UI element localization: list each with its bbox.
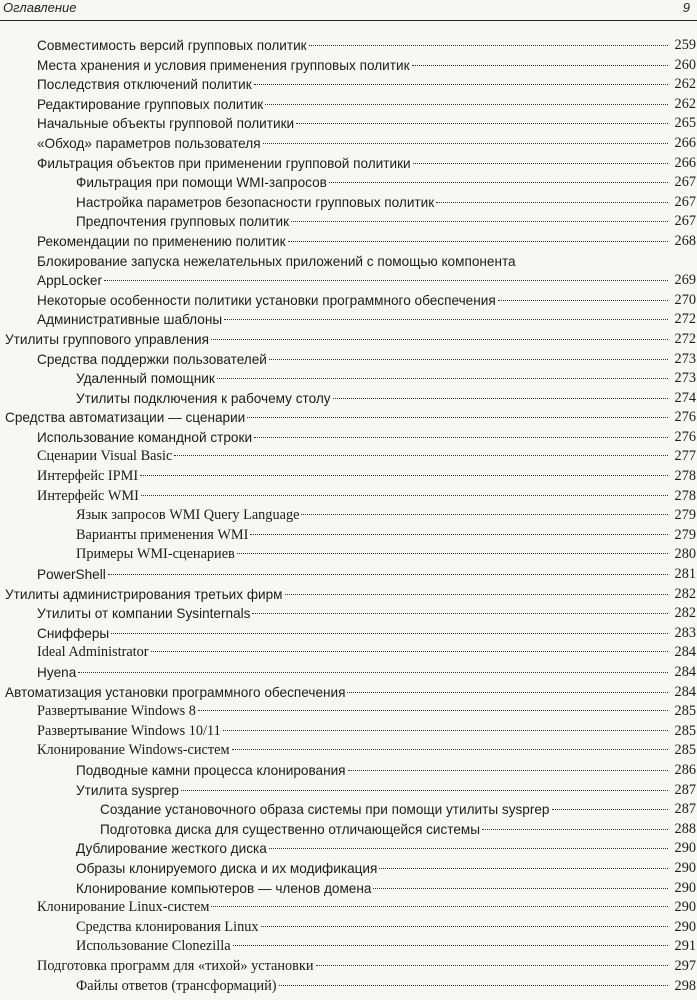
toc-entry-title: Создание установочного образа системы при помощи утилиты sysprep	[100, 802, 550, 818]
toc-entry	[0, 487, 697, 507]
toc-entry-title: Интерфейс WMI	[37, 487, 139, 504]
toc-entry-page: 267	[674, 193, 696, 210]
toc-entry-page: 290	[674, 879, 696, 896]
dot-leader	[233, 945, 668, 946]
toc-entry-page: 290	[674, 899, 696, 916]
toc-entry-page: 284	[674, 683, 696, 700]
toc-entry-title: Дублирование жесткого диска	[76, 841, 267, 857]
dot-leader	[373, 888, 668, 889]
toc-entry	[0, 271, 697, 291]
page-header	[0, 0, 697, 21]
toc-entry-title: «Обход» параметров пользователя	[37, 135, 261, 151]
toc-entry-title: Редактирование групповых политик	[37, 96, 264, 112]
dot-leader	[252, 613, 668, 614]
dot-leader	[288, 241, 668, 242]
toc-entry	[0, 193, 697, 213]
dot-leader	[329, 182, 668, 183]
toc-entry-page: 269	[674, 272, 696, 289]
toc-entry-title: Автоматизация установки программного обеспечения	[5, 684, 346, 700]
toc-entry-page: 286	[674, 761, 696, 778]
toc-entry	[0, 643, 697, 663]
toc-entry-title: Примеры WMI-сценариев	[76, 546, 235, 563]
dot-leader	[301, 514, 668, 515]
toc-entry-page: 285	[674, 722, 696, 739]
toc-entry	[0, 918, 697, 938]
toc-entry-title: Варианты применения WMI	[76, 526, 249, 543]
toc-entry-page: 287	[674, 801, 696, 818]
dot-leader	[247, 417, 668, 418]
toc-entry-title: Клонирование компьютеров — членов домена	[76, 880, 372, 896]
toc-entry	[0, 604, 697, 624]
toc-entry-page: 272	[674, 330, 696, 347]
toc-entry	[0, 173, 697, 193]
dot-leader	[348, 770, 668, 771]
toc-entry-page: 273	[674, 350, 696, 367]
toc-entry-page: 290	[674, 918, 696, 935]
toc-entry	[0, 310, 697, 330]
toc-entry-page: 278	[674, 468, 696, 485]
dot-leader	[279, 985, 668, 986]
toc-entry-title: Утилиты подключения к рабочему столу	[76, 390, 331, 406]
toc-entry-page: 259	[674, 37, 696, 53]
toc-entry-page: 285	[674, 742, 696, 759]
toc-entry	[0, 447, 697, 467]
dot-leader	[436, 202, 668, 203]
toc-entry	[0, 369, 697, 389]
toc-entry	[0, 389, 697, 409]
dot-leader	[412, 65, 668, 66]
toc-entry-page: 272	[674, 311, 696, 328]
toc-entry-title: Ideal Administrator	[37, 644, 149, 661]
toc-entry-title: Начальные объекты групповой политики	[37, 116, 295, 132]
toc-entry	[0, 624, 697, 644]
toc-entry-title: Блокирование запуска нежелательных приложений с помощью компонента	[37, 253, 516, 269]
toc-entry	[0, 330, 697, 350]
toc-entry-page: 285	[674, 703, 696, 720]
toc-entry-title: Утилиты группового управления	[5, 331, 209, 347]
toc-entry	[0, 859, 697, 879]
toc-entry-page: 266	[674, 154, 696, 171]
toc-entry-page: 265	[674, 115, 696, 132]
toc-entry-page: 282	[674, 585, 696, 602]
dot-leader	[498, 300, 668, 301]
toc-entry-title: AppLocker	[37, 273, 102, 289]
toc-entry	[0, 252, 697, 272]
dot-leader	[111, 633, 668, 634]
toc-entry	[0, 56, 697, 76]
dot-leader	[104, 280, 668, 281]
dot-leader	[254, 437, 668, 438]
toc-entry	[0, 291, 697, 311]
toc-entry-page: 283	[674, 624, 696, 641]
toc-entry	[0, 154, 697, 174]
dot-leader	[78, 672, 668, 673]
toc-entry-page: 290	[674, 840, 696, 857]
toc-entry	[0, 820, 697, 840]
dot-leader	[285, 594, 668, 595]
dot-leader	[211, 906, 668, 907]
toc-entry	[0, 663, 697, 683]
toc-entry-page: 290	[674, 859, 696, 876]
toc-entry	[0, 898, 697, 918]
toc-entry-title: Места хранения и условия применения групповых политик	[37, 57, 410, 73]
dot-leader	[333, 398, 668, 399]
toc-entry-title: Подготовка программ для «тихой» установки	[37, 957, 314, 974]
dot-leader	[140, 475, 668, 476]
dot-leader	[108, 574, 668, 575]
dot-leader	[265, 104, 668, 105]
toc-entry-page: 291	[674, 938, 696, 955]
toc-entry-title: Образы клонируемого диска и их модификация	[76, 860, 378, 876]
toc-entry	[0, 722, 697, 742]
dot-leader	[198, 710, 668, 711]
dot-leader	[316, 965, 668, 966]
toc-entry	[0, 977, 697, 997]
toc-entry-page: 278	[674, 487, 696, 504]
toc-entry	[0, 467, 697, 487]
toc-entry-page: 277	[674, 448, 696, 465]
toc-entry-page: 267	[674, 174, 696, 191]
running-title: Оглавление	[3, 0, 77, 15]
toc-entry-title: Подготовка диска для существенно отличающейся системы	[100, 821, 481, 837]
toc-entry-title: Использование Clonezilla	[76, 938, 231, 955]
toc-entry-title: Административные шаблоны	[37, 312, 223, 328]
toc-entry-title: Средства автоматизации — сценарии	[5, 410, 246, 426]
toc-entry	[0, 781, 697, 801]
toc-entry-page: 276	[674, 428, 696, 445]
toc-entry-page: 281	[674, 566, 696, 583]
dot-leader	[379, 868, 668, 869]
dot-leader	[223, 730, 668, 731]
toc-entry	[0, 565, 697, 585]
dot-leader	[552, 809, 669, 810]
toc-entry	[0, 95, 697, 115]
dot-leader	[151, 651, 668, 652]
toc-entry-title: Hyena	[37, 665, 77, 680]
toc-entry-page: 288	[674, 820, 696, 837]
toc-entry-title: Сценарии Visual Basic	[37, 448, 173, 465]
toc-entry-page: 297	[674, 957, 696, 974]
toc-entry-title: Утилиты от компании Sysinternals	[37, 606, 251, 622]
toc-entry	[0, 741, 697, 761]
toc-entry-page: 267	[674, 213, 696, 230]
toc-entry-title: Фильтрация при помощи WMI-запросов	[76, 175, 327, 191]
toc-entry-page: 273	[674, 370, 696, 387]
toc-entry-page: 279	[674, 507, 696, 524]
dot-leader	[224, 319, 668, 320]
toc-entry	[0, 683, 697, 703]
toc-entry	[0, 36, 697, 56]
toc-entry-title: Снифферы	[37, 625, 110, 641]
toc-entry	[0, 408, 697, 428]
toc-entry-title: Фильтрация объектов при применении групповой политики	[37, 155, 411, 171]
toc-entry-page: 284	[674, 644, 696, 661]
dot-leader	[291, 221, 668, 222]
toc-entry	[0, 702, 697, 722]
toc-entry-title: Утилита sysprep	[76, 782, 179, 798]
toc-entry-title: Клонирование Linux-систем	[37, 899, 210, 916]
toc-entry	[0, 212, 697, 232]
toc-entry-page: 266	[674, 134, 696, 151]
toc-entry	[0, 75, 697, 95]
toc-entry	[0, 350, 697, 370]
toc-entry	[0, 879, 697, 899]
toc-entry	[0, 545, 697, 565]
toc-entry-page: 276	[674, 409, 696, 426]
toc-entry	[0, 428, 697, 448]
toc-entry-title: Язык запросов WMI Query Language	[76, 507, 300, 524]
dot-leader	[232, 749, 668, 750]
toc-entry-page: 298	[674, 977, 696, 994]
dot-leader	[250, 534, 668, 535]
toc-entry-title: PowerShell	[37, 567, 106, 583]
dot-leader	[482, 829, 668, 830]
toc-entry-title: Развертывание Windows 8	[37, 703, 196, 720]
toc-entry	[0, 761, 697, 781]
toc-entry	[0, 957, 697, 977]
toc-entry	[0, 526, 697, 546]
toc-entry-page: 280	[674, 546, 696, 563]
toc-entry-page: 284	[674, 664, 696, 680]
dot-leader	[269, 848, 668, 849]
dot-leader	[263, 143, 668, 144]
dot-leader	[141, 495, 668, 496]
toc-entry-page: 287	[674, 781, 696, 798]
toc-entry-title: Некоторые особенности политики установки программного обеспечения	[37, 292, 496, 308]
toc-entry	[0, 800, 697, 820]
toc-entry-title: Предпочтения групповых политик	[76, 214, 290, 230]
toc-entry-page: 262	[674, 76, 696, 93]
dot-leader	[217, 378, 668, 379]
toc-entry-title: Использование командной строки	[37, 429, 253, 445]
toc-entry-title: Средства клонирования Linux	[76, 918, 259, 935]
toc-entry	[0, 232, 697, 252]
dot-leader	[347, 692, 668, 693]
toc-entry-title: Рекомендации по применению политик	[37, 233, 286, 249]
toc-entry-page: 270	[674, 291, 696, 308]
toc-entry	[0, 134, 697, 154]
table-of-contents	[0, 36, 697, 996]
toc-entry	[0, 839, 697, 859]
page-number: 9	[682, 0, 690, 15]
toc-entry-title: Подводные камни процесса клонирования	[76, 762, 346, 778]
dot-leader	[254, 84, 668, 85]
dot-leader	[237, 553, 668, 554]
toc-entry	[0, 506, 697, 526]
toc-entry	[0, 585, 697, 605]
toc-entry-page: 268	[674, 232, 696, 249]
toc-entry-page: 282	[674, 605, 696, 622]
dot-leader	[261, 926, 668, 927]
toc-entry-title: Клонирование Windows-систем	[37, 742, 230, 759]
dot-leader	[174, 455, 668, 456]
toc-entry-title: Интерфейс IPMI	[37, 468, 139, 485]
dot-leader	[269, 359, 668, 360]
toc-entry-title: Совместимость версий групповых политик	[37, 38, 307, 53]
dot-leader	[296, 123, 668, 124]
toc-entry-title: Последствия отключений политик	[37, 77, 252, 93]
dot-leader	[211, 339, 668, 340]
toc-entry-page: 274	[674, 389, 696, 406]
toc-entry-page: 262	[674, 95, 696, 112]
toc-entry-title: Настройка параметров безопасности групповых политик	[76, 194, 435, 210]
dot-leader	[181, 790, 668, 791]
toc-entry-title: Файлы ответов (трансформаций)	[76, 977, 277, 994]
toc-entry-title: Развертывание Windows 10/11	[37, 722, 221, 739]
dot-leader	[309, 45, 668, 46]
toc-entry-title: Удаленный помощник	[76, 371, 215, 387]
toc-entry-page: 260	[674, 56, 696, 73]
toc-entry-title: Средства поддержки пользователей	[37, 351, 267, 367]
toc-entry	[0, 937, 697, 957]
dot-leader	[413, 163, 668, 164]
toc-entry-page: 279	[674, 526, 696, 543]
toc-entry-title: Утилиты администрирования третьих фирм	[5, 586, 283, 602]
toc-entry	[0, 114, 697, 134]
